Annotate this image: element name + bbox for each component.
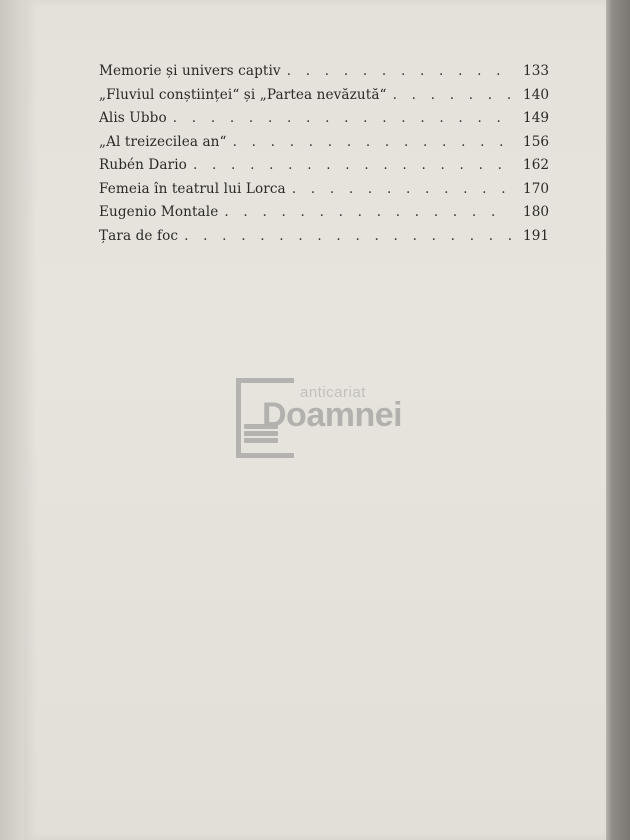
watermark-small-text: anticariat <box>300 384 366 401</box>
toc-entry-page: 156 <box>523 133 549 150</box>
toc-leader-dots <box>292 181 511 197</box>
toc-entry-page: 140 <box>523 86 549 103</box>
toc-entry <box>99 87 549 111</box>
toc-leader-dots <box>184 228 511 244</box>
toc-entry-title: „Fluviul conștiinței“ și „Partea nevăzută“ <box>99 86 387 103</box>
toc-leader-dots <box>224 204 511 220</box>
toc-entry-title: „Al treizecilea an“ <box>99 133 227 150</box>
toc-entry-title: Rubén Dario <box>99 157 187 173</box>
page-edge-shadow <box>606 0 630 840</box>
watermark-logo <box>236 378 406 460</box>
toc-entry-page: 149 <box>523 110 549 126</box>
toc-leader-dots <box>287 63 511 79</box>
toc-entry <box>99 204 549 228</box>
toc-leader-dots <box>193 157 511 173</box>
toc-entry-title: Memorie și univers captiv <box>99 63 281 79</box>
toc-entry-page: 133 <box>523 63 549 79</box>
toc-leader-dots <box>393 87 511 103</box>
toc-entry-page: 170 <box>523 180 549 197</box>
toc-entry-title: Eugenio Montale <box>99 204 219 220</box>
toc-entry <box>99 228 549 252</box>
toc-entry <box>99 181 549 205</box>
toc-entry-page: 180 <box>523 204 549 220</box>
toc-entry-title: Femeia în teatrul lui Lorca <box>99 180 286 197</box>
toc-entry-page: 191 <box>523 227 549 244</box>
watermark-brand-text: Doamnei <box>262 396 403 434</box>
toc-entry-page: 162 <box>523 157 549 173</box>
toc-entry-title: Alis Ubbo <box>99 110 167 126</box>
toc-entry <box>99 157 549 181</box>
toc-leader-dots <box>233 134 511 150</box>
table-of-contents <box>99 63 549 251</box>
toc-entry-title: Țara de foc <box>99 227 179 244</box>
toc-entry <box>99 134 549 158</box>
toc-entry <box>99 63 549 87</box>
toc-leader-dots <box>173 110 511 126</box>
toc-entry <box>99 110 549 134</box>
